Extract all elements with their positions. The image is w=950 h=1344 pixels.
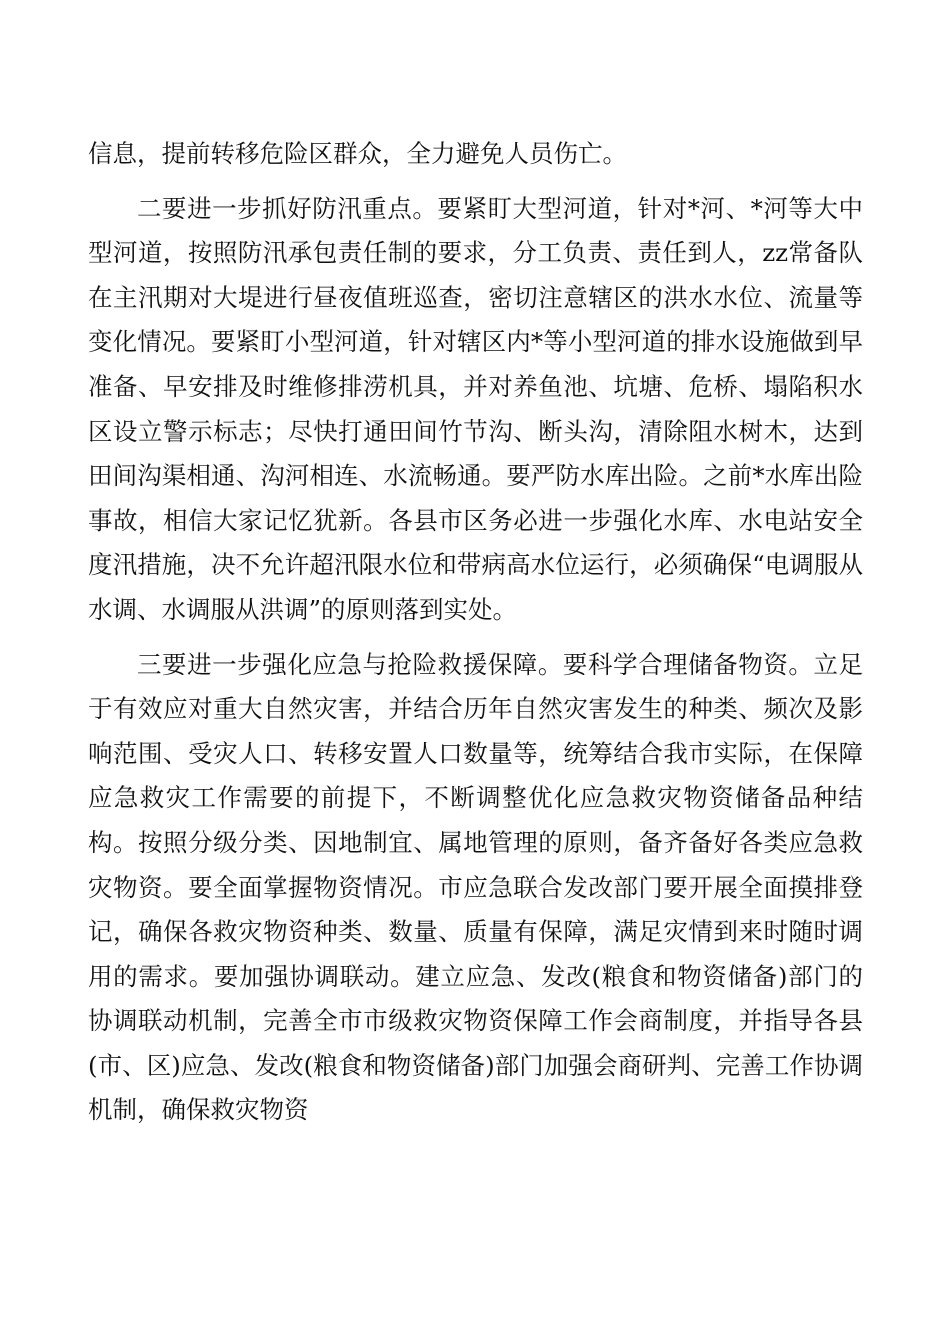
document-body xyxy=(88,132,863,1143)
paragraph-continuation: 信息，提前转移危险区群众，全力避免人员伤亡。 xyxy=(88,139,627,168)
paragraph-emergency-support: 三要进一步强化应急与抢险救援保障。要科学合理储备物资。立足于有效应对重大自然灾害，并结合历年自然灾害发生的种类、频次及影响范围、受灾人口、转移安置人口数量等，统筹结合我市实际，在保障应急救灾工作需要的前提下，不断调整优化应急救灾物资储备品种结构。按照分级分类、因地制宜、属地管理的原则，备齐备好各类应急救灾物资。要全面掌握物资情况。市应急联合发改部门要开展全面摸排登记，确保各救灾物资种类、数量、质量有保障，满足灾情到来时随时调用的需求。要加强协调联动。建立应急、发改(粮食和物资储备)部门的协调联动机制，完善全市市级救灾物资保障工作会商制度，并指导各县(市、区)应急、发改(粮食和物资储备)部门加强会商研判、完善工作协调机制，确保救灾物资 xyxy=(88,649,863,1125)
paragraph-flood-control: 二要进一步抓好防汛重点。要紧盯大型河道，针对*河、*河等大中型河道，按照防汛承包责任制的要求，分工负责、责任到人，zz常备队在主汛期对大堤进行昼夜值班巡查，密切注意辖区的洪水水位、流量等变化情况。要紧盯小型河道，针对辖区内*等小型河道的排水设施做到早准备、早安排及时维修排涝机具，并对养鱼池、坑塘、危桥、塌陷积水区设立警示标志；尽快打通田间竹节沟、断头沟，清除阻水树木，达到田间沟渠相通、沟河相连、水流畅通。要严防水库出险。之前*水库出险事故，相信大家记忆犹新。各县市区务必进一步强化水库、水电站安全度汛措施，决不允许超汛限水位和带病高水位运行，必须确保“电调服从水调、水调服从洪调”的原则落到实处。 xyxy=(88,193,863,624)
